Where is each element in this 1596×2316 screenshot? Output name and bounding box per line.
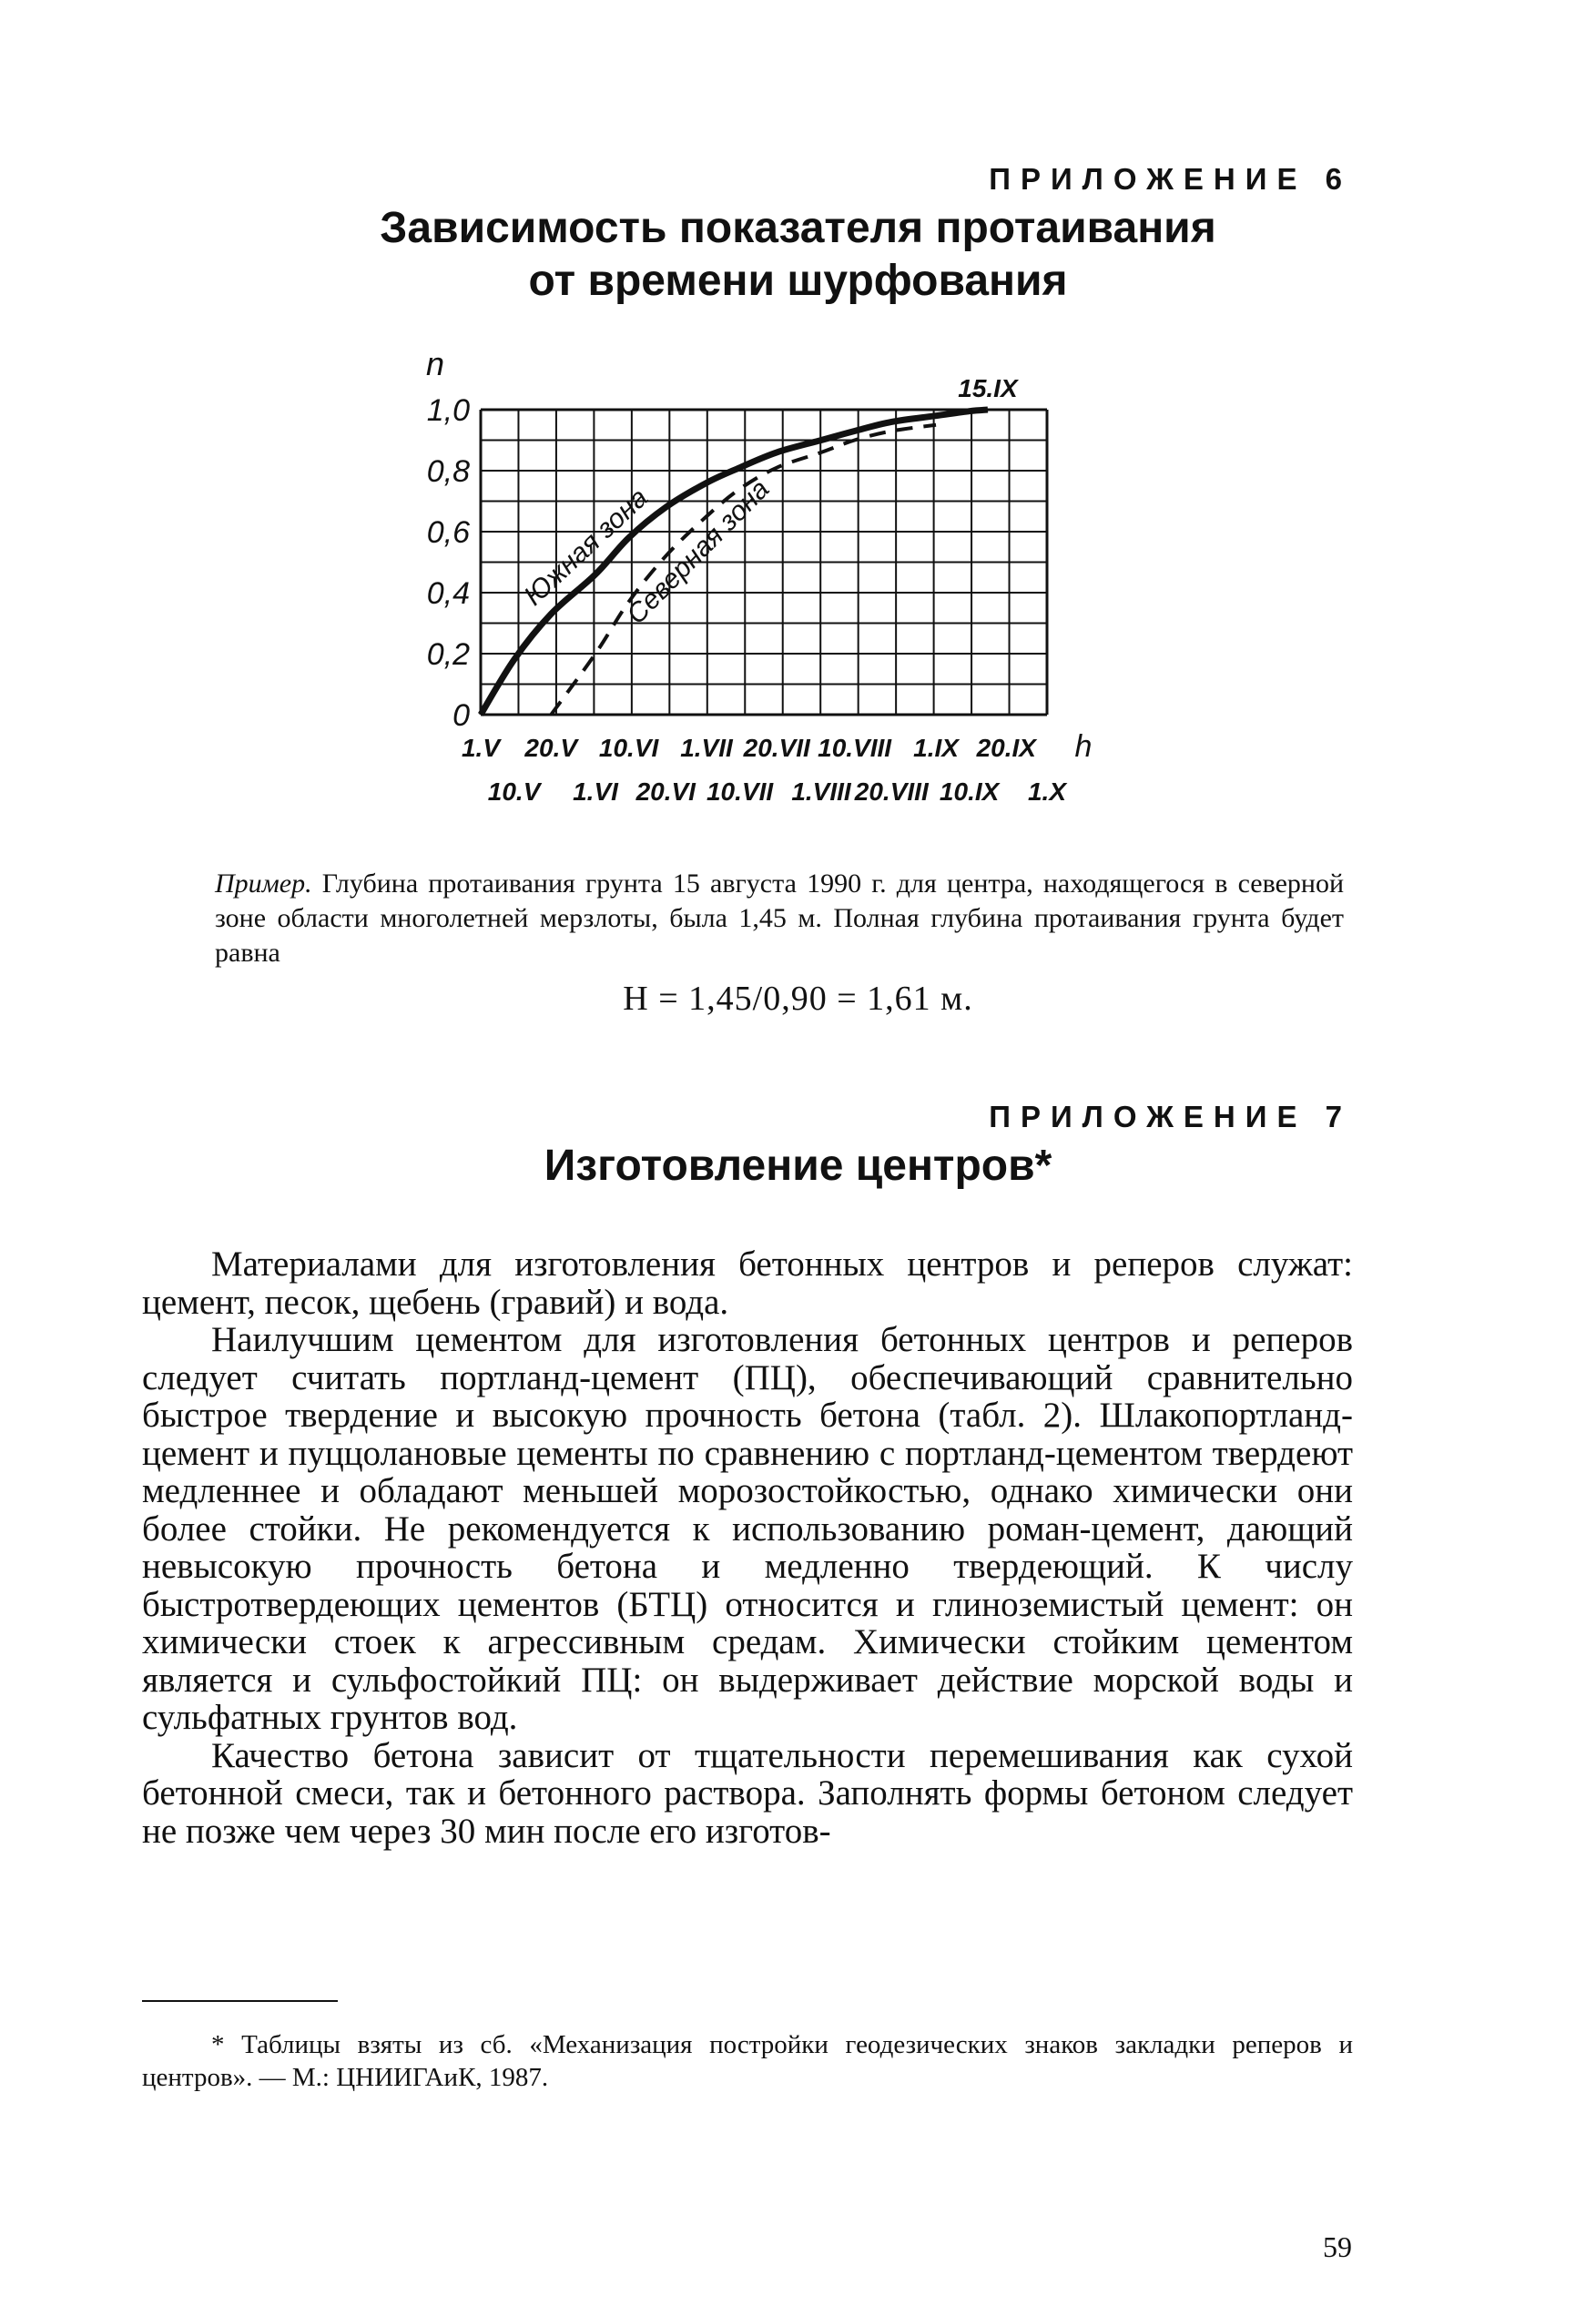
x-tick-label: 1.X — [1027, 777, 1067, 806]
y-tick-label: 1,0 — [426, 393, 470, 428]
south-zone-label: Южная зона — [518, 482, 655, 612]
x-tick-label: 10.IX — [939, 777, 1000, 806]
x-tick-label: 20.IX — [976, 734, 1036, 762]
example-text: Глубина протаивания грунта 15 августа 1990 г. для центра, находящегося в северной зоне области многолетней мерзлоты, была 1,45 м. Полная глубина протаивания грунта будет равна — [215, 868, 1344, 968]
y-tick-label: 0,6 — [426, 515, 470, 550]
y-tick-label: 0 — [452, 698, 470, 733]
x-tick-label: 20.V — [524, 734, 578, 762]
paragraph-2: Наилучшим цементом для изготовления бетонных центров и реперов следует считать портланд-цемент (ПЦ), обеспечивающий сравнительно быстрое твердение и высокую прочность бетона (табл. 2). Шлакопортланд-цемент и пуццолановые цементы по сравнению с портланд-цементом твердеют медленнее и обладают меньшей морозостойкостью, однако химически они более стойки. Не рекомендуется к использованию роман-цемент, дающий невысокую прочность бетона и медленно твердеющий. К числу быстротвердеющих цементов (БТЦ) относится и глиноземистый цемент: он химически стоек к агрессивным средам. Химически стойким цементом является и сульфостойкий ПЦ: он выдерживает действие морской воды и сульфатных грунтов вод. — [142, 1320, 1353, 1737]
x-tick-label: 10.VII — [706, 777, 774, 806]
y-tick-label: 0,2 — [426, 637, 470, 672]
north-zone-label: Северная зона — [621, 473, 776, 631]
page-number: 59 — [1323, 2230, 1352, 2263]
x-tick-label: 1.VIII — [791, 777, 851, 806]
x-tick-label: 20.VIII — [854, 777, 929, 806]
x-tick-label: 20.VII — [743, 734, 810, 762]
x-tick-label: 1.VII — [680, 734, 733, 762]
appendix-7-label: ПРИЛОЖЕНИЕ 7 — [989, 1100, 1352, 1133]
x-tick-label: 20.VI — [635, 777, 696, 806]
chart-labels — [426, 345, 1092, 806]
example-formula: H = 1,45/0,90 = 1,61 м. — [623, 980, 973, 1018]
body-text — [142, 1245, 1353, 1850]
x-tick-label: 10.V — [487, 777, 541, 806]
appendix-6-label: ПРИЛОЖЕНИЕ 6 — [989, 162, 1352, 196]
x-tick-label: 10.VI — [598, 734, 659, 762]
x-axis-label: h — [1074, 729, 1093, 764]
footnote: * Таблицы взяты из сб. «Механизация постройки геодезических знаков закладки реперов и центров». — М.: ЦНИИГАиК, 1987. — [142, 2030, 1353, 2092]
title-line-1: Зависимость показателя протаивания — [380, 204, 1216, 252]
y-tick-label: 0,8 — [426, 454, 470, 489]
example-lead: Пример. — [215, 868, 312, 899]
paragraph-3: Качество бетона зависит от тщательности перемешивания как сухой бетонной смеси, так и бетонного раствора. Заполнять формы бетоном следует не позже чем через 30 мин после его изготов- — [142, 1735, 1353, 1851]
paragraph-1: Материалами для изготовления бетонных центров и реперов служат: цемент, песок, щебень (гравий) и вода. — [142, 1244, 1353, 1322]
footnote-rule — [142, 2000, 338, 2002]
example-paragraph — [215, 867, 1344, 970]
x-tick-label: 10.VIII — [818, 734, 892, 762]
x-tick-label: 1.VI — [573, 777, 618, 806]
y-axis-label: n — [425, 345, 445, 382]
thaw-chart — [0, 0, 1596, 874]
x-tick-label: 1.IX — [913, 734, 959, 762]
y-tick-label: 0,4 — [426, 576, 470, 611]
end-date-label: 15.IX — [958, 374, 1018, 402]
title-line-2: от времени шурфования — [528, 257, 1068, 305]
x-tick-label: 1.V — [461, 734, 501, 762]
appendix-7-title: Изготовление центров* — [544, 1142, 1052, 1190]
